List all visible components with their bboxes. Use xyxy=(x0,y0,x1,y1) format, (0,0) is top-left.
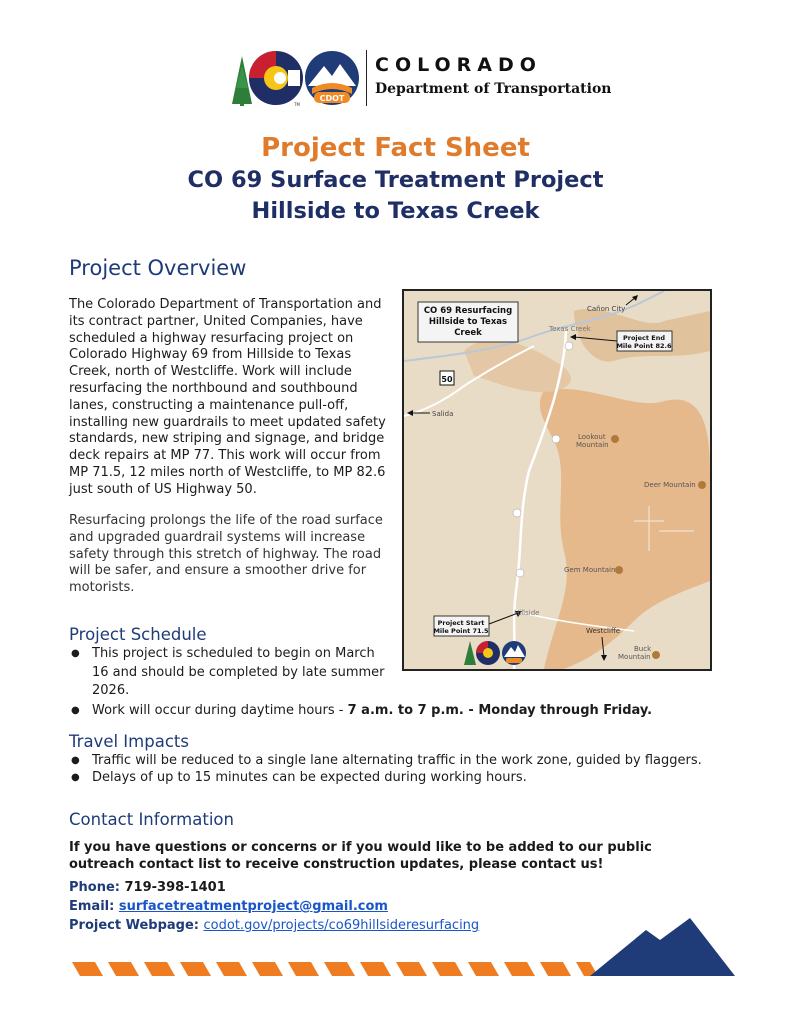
project-end-label: Project End xyxy=(622,334,666,342)
email-label: Email: xyxy=(69,899,115,914)
project-end-mile: Mile Point 82.6 xyxy=(616,342,672,350)
cdot-logo xyxy=(228,48,612,108)
fact-sheet-title: Project Fact Sheet xyxy=(261,133,530,163)
state-name: COLORADO xyxy=(375,54,542,76)
mountain-icon xyxy=(615,566,623,574)
overview-paragraph-1: The Colorado Department of Transportation and its contract partner, United Companies, have scheduled a highway resurfacing project on Colorado Highway 69 from Hillside to Texas Creek, north of Westcliffe. Work will include resurfacing the northbound and southbound lanes, constructing a maintenance pull-off, installing new guardrails to meet updated safety standards, new striping and signage, and bridge deck repairs at MP 77. This work will occur from MP 71.5, 12 miles north of Westcliffe, to MP 82.6 just south of US Highway 50. xyxy=(69,297,386,497)
place-salida: Salida xyxy=(432,410,454,418)
department-name: Department of Transportation xyxy=(375,81,612,97)
footer-graphic xyxy=(0,900,791,1000)
mountain-icon xyxy=(611,435,619,443)
phone-label: Phone: xyxy=(69,880,120,895)
schedule-item-2-text: Work will occur during daytime hours - xyxy=(92,703,348,718)
schedule-heading: Project Schedule xyxy=(69,625,207,644)
logo-divider xyxy=(366,50,367,106)
travel-item-2: ● Delays of up to 15 minutes can be expected during working hours. xyxy=(92,769,732,788)
mountain-icon xyxy=(652,651,660,659)
project-start-mile: Mile Point 71.5 xyxy=(433,627,489,635)
orange-stripe-band xyxy=(72,962,598,976)
map-title-line-3: Creek xyxy=(454,328,482,338)
phone-number: 719-398-1401 xyxy=(124,880,226,895)
contact-lead: If you have questions or concerns or if you would like to be added to our public outreach contact list to receive construction updates, please contact us! xyxy=(69,840,652,872)
place-canon-city: Cañon City xyxy=(587,305,626,313)
place-lookout-mountain-2: Mountain xyxy=(576,441,609,449)
place-westcliffe: Westcliffe xyxy=(586,627,621,635)
trademark-text: TM xyxy=(294,102,300,107)
map-title-line-1: CO 69 Resurfacing xyxy=(423,306,513,316)
mountain-silhouette-icon xyxy=(590,918,735,976)
place-hillside: Hillside xyxy=(514,609,540,617)
schedule-item-1: ● This project is scheduled to begin on March 16 and should be completed by late summer 2026. xyxy=(92,645,392,701)
us-50-shield-label: 50 xyxy=(441,375,453,384)
schedule-item-2 xyxy=(92,702,712,721)
phone-row xyxy=(69,880,226,895)
place-buck-mountain-2: Mountain xyxy=(618,653,651,661)
project-start-label: Project Start xyxy=(437,619,485,627)
place-buck-mountain-1: Buck xyxy=(634,645,652,653)
cdot-badge-text: CDOT xyxy=(319,94,345,103)
project-map xyxy=(402,289,712,671)
mountain-icon xyxy=(698,481,706,489)
overview-paragraph-2: Resurfacing prolongs the life of the road surface and upgraded guardrail systems will increase safety through this stretch of highway. The road will be safer, and ensure a smoother drive for motorists. xyxy=(69,513,383,596)
webpage-link[interactable]: codot.gov/projects/co69hillsideresurfacing xyxy=(203,918,480,933)
place-deer-mountain: Deer Mountain xyxy=(644,481,696,489)
place-gem-mountain: Gem Mountain xyxy=(564,566,616,574)
map-title-line-2: Hillside to Texas xyxy=(428,317,508,327)
email-link[interactable]: surfacetreatmentproject@gmail.com xyxy=(118,899,388,914)
project-name-title: CO 69 Surface Treatment Project xyxy=(187,167,604,193)
place-texas-creek: Texas Creek xyxy=(549,325,591,333)
travel-item-1: ● Traffic will be reduced to a single lane alternating traffic in the work zone, guided by flaggers. xyxy=(92,752,732,771)
route-title: Hillside to Texas Creek xyxy=(251,198,540,224)
place-lookout-mountain-1: Lookout xyxy=(578,433,606,441)
colorado-c-logo-icon xyxy=(228,48,368,108)
schedule-hours: 7 a.m. to 7 p.m. - Monday through Friday. xyxy=(347,703,653,718)
webpage-label: Project Webpage: xyxy=(69,918,199,933)
contact-heading: Contact Information xyxy=(69,810,234,829)
overview-heading: Project Overview xyxy=(69,256,247,280)
travel-heading: Travel Impacts xyxy=(69,732,189,751)
